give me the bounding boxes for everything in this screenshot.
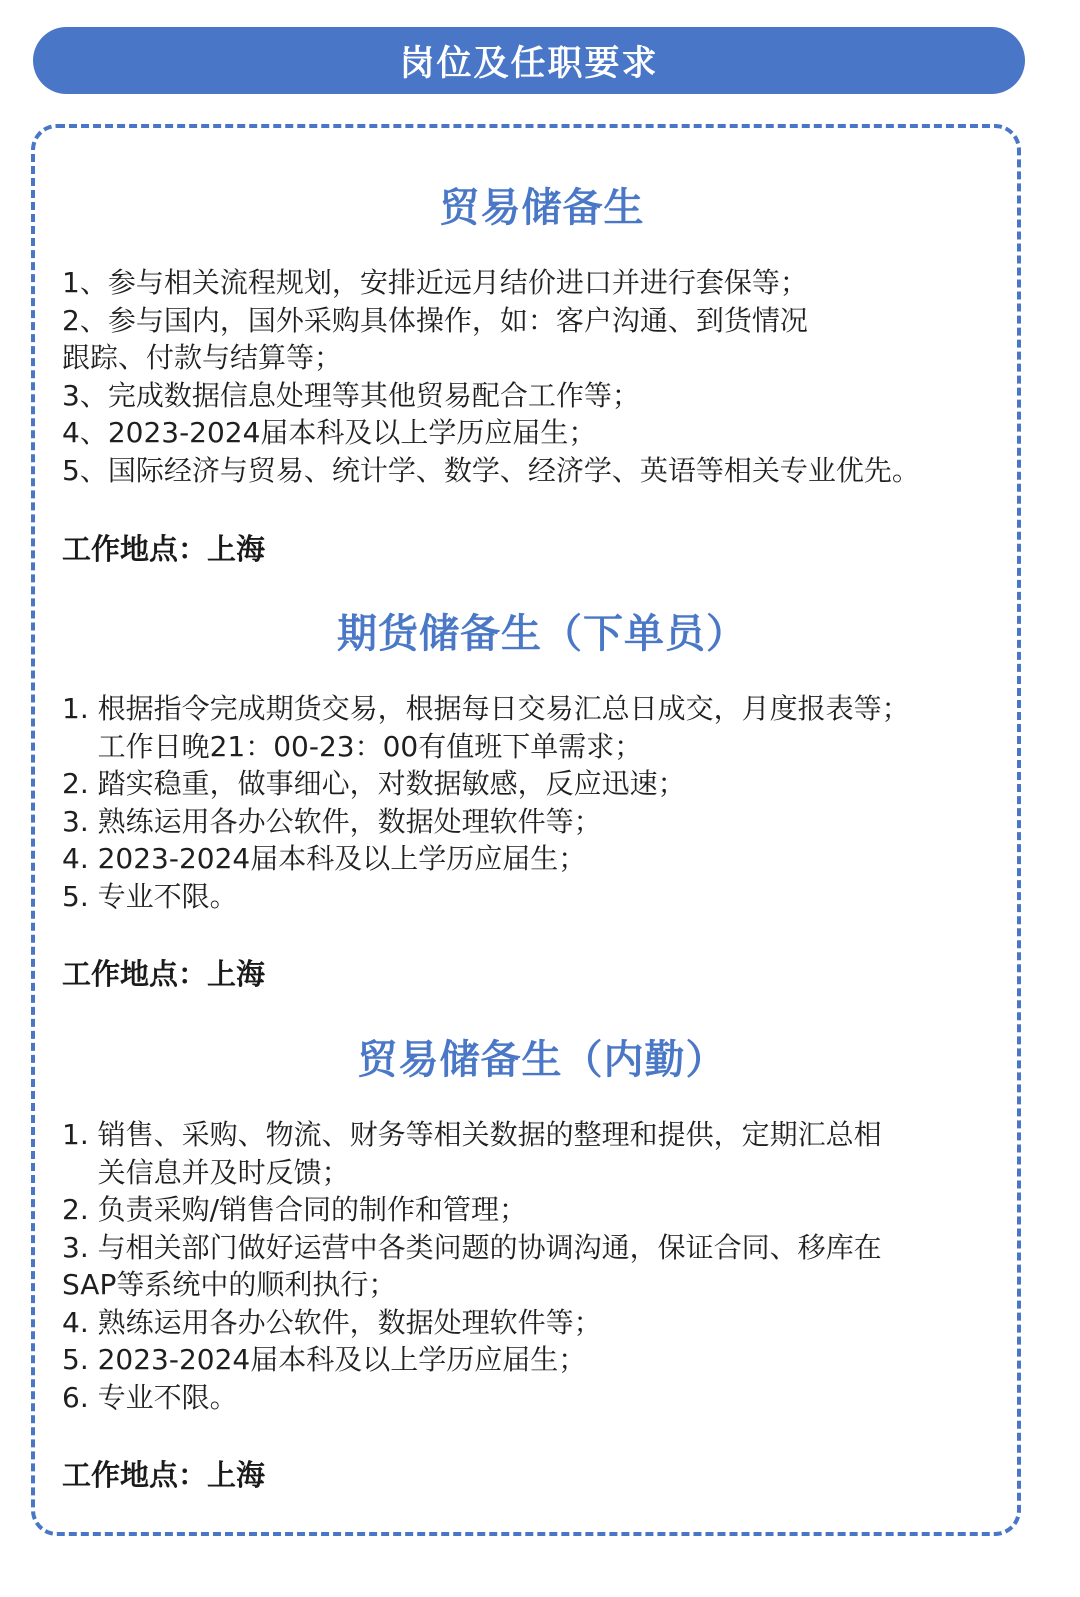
header-title: 岗位及任职要求	[399, 43, 659, 84]
list-item: 2、参与国内，国外采购具体操作，如：客户沟通、到货情况	[62, 303, 808, 337]
work-location: 工作地点：上海	[62, 957, 266, 991]
list-item: 工作日晚21：00-23：00有值班下单需求；	[62, 729, 643, 763]
list-item: 5. 2023-2024届本科及以上学历应届生；	[62, 1343, 587, 1376]
section-list-trade-reserve	[62, 264, 1022, 489]
list-item: 2. 负责采购/销售合同的制作和管理；	[62, 1193, 528, 1226]
list-item: SAP等系统中的顺利执行；	[62, 1268, 397, 1301]
list-item: 4. 熟练运用各办公软件，数据处理软件等；	[62, 1305, 602, 1339]
section-title-futures-reserve: 期货储备生（下单员）	[337, 611, 747, 657]
list-item: 5. 专业不限。	[62, 879, 238, 913]
section-title-trade-reserve: 贸易储备生	[439, 185, 645, 231]
list-item: 3、完成数据信息处理等其他贸易配合工作等；	[62, 378, 640, 412]
list-item: 1. 根据指令完成期货交易，根据每日交易汇总日成交，月度报表等；	[62, 692, 910, 725]
list-item: 1、参与相关流程规划，安排近远月结价进口并进行套保等；	[62, 266, 808, 299]
list-item: 1. 销售、采购、物流、财务等相关数据的整理和提供，定期汇总相	[62, 1118, 882, 1151]
work-location: 工作地点：上海	[62, 532, 266, 566]
list-item: 5、国际经济与贸易、统计学、数学、经济学、英语等相关专业优先。	[62, 453, 920, 487]
list-item: 2. 踏实稳重，做事细心，对数据敏感，反应迅速；	[62, 767, 686, 800]
header-banner	[33, 27, 1025, 94]
section-list-futures-reserve	[62, 690, 1022, 915]
list-item: 6. 专业不限。	[62, 1380, 238, 1414]
list-item: 4. 2023-2024届本科及以上学历应届生；	[62, 842, 587, 875]
list-item: 3. 与相关部门做好运营中各类问题的协调沟通，保证合同、移库在	[62, 1230, 882, 1264]
list-item: 3. 熟练运用各办公软件，数据处理软件等；	[62, 804, 602, 838]
section-list-trade-reserve-office	[62, 1116, 1022, 1416]
list-item: 跟踪、付款与结算等；	[62, 341, 343, 374]
section-title-trade-reserve-office: 贸易储备生（内勤）	[357, 1037, 727, 1083]
work-location: 工作地点：上海	[62, 1458, 266, 1492]
list-item: 4、2023-2024届本科及以上学历应届生；	[62, 416, 597, 449]
list-item: 关信息并及时反馈；	[62, 1155, 350, 1189]
